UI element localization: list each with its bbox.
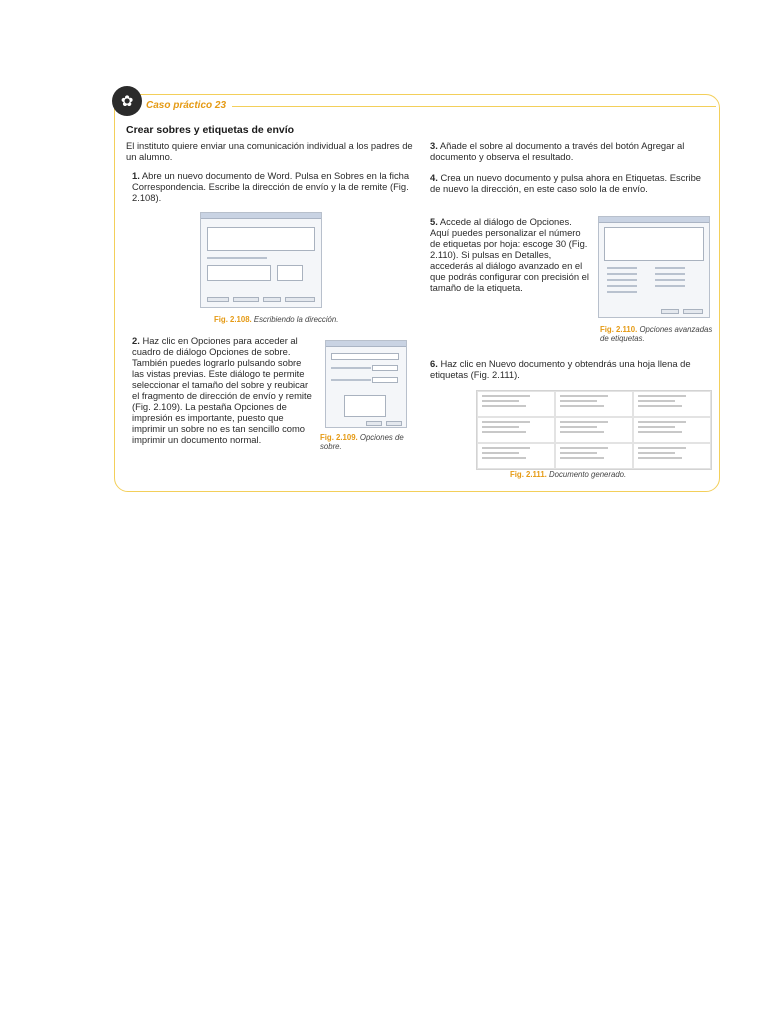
case-title: Crear sobres y etiquetas de envío bbox=[126, 124, 295, 136]
envelope-options-screenshot bbox=[325, 340, 407, 428]
intro-text: El instituto quiere enviar una comunicación individual a los padres de un alumno. bbox=[126, 140, 413, 162]
figure-caption: Fig. 2.109. Opciones de sobre. bbox=[320, 433, 404, 451]
label-cell bbox=[477, 443, 555, 469]
step-2: 2. Haz clic en Opciones para acceder al cuadro de diálogo Opciones de sobre. También puedes lograrlo pulsando sobre las vistas previas. Este diálogo te permite seleccionar el tamaño del sobre y reubicar el fragmento de dirección de envío y remite (Fig. 2.109). La pestaña Opciones de impresión es importante, puesto que imprimir un sobre no es tan sencillo como imprimir un documento normal. bbox=[132, 335, 312, 445]
label-cell bbox=[633, 443, 711, 469]
figure-caption: Fig. 2.111. Documento generado. bbox=[510, 470, 627, 479]
label-cell bbox=[633, 417, 711, 443]
step-4: 4. Crea un nuevo documento y pulsa ahora en Etiquetas. Escribe de nuevo la dirección, en este caso solo la de envío. bbox=[430, 172, 702, 194]
label-cell bbox=[477, 391, 555, 417]
case-label: Caso práctico 23 bbox=[146, 100, 227, 111]
label-cell bbox=[477, 417, 555, 443]
label-cell bbox=[555, 443, 633, 469]
gear-icon: ✿ bbox=[112, 86, 142, 116]
step-3: 3. Añade el sobre al documento a través del botón Agregar al documento y observa el resultado. bbox=[430, 140, 685, 162]
figure-caption: Fig. 2.108. Escribiendo la dirección. bbox=[214, 315, 339, 324]
step-6: 6. Haz clic en Nuevo documento y obtendrás una hoja llena de etiquetas (Fig. 2.111). bbox=[430, 358, 691, 380]
envelope-dialog-screenshot bbox=[200, 212, 322, 308]
step-1: 1. Abre un nuevo documento de Word. Pulsa en Sobres en la ficha Correspondencia. Escribe la dirección de envío y la de remite (Fig. 2.108). bbox=[132, 170, 410, 203]
label-cell bbox=[555, 391, 633, 417]
figure-caption: Fig. 2.110. Opciones avanzadas de etiquetas. bbox=[600, 325, 713, 343]
generated-labels-sheet bbox=[476, 390, 712, 470]
label-options-screenshot bbox=[598, 216, 710, 318]
step-5: 5. Accede al diálogo de Opciones. Aquí puedes personalizar el número de etiquetas por hoja: escoge 30 (Fig. 2.110). Si pulsas en Detalles, accederás al diálogo avanzado en el que podrás configurar con precisión el tamaño de la etiqueta. bbox=[430, 216, 589, 293]
label-cell bbox=[633, 391, 711, 417]
label-cell bbox=[555, 417, 633, 443]
divider bbox=[232, 106, 716, 107]
